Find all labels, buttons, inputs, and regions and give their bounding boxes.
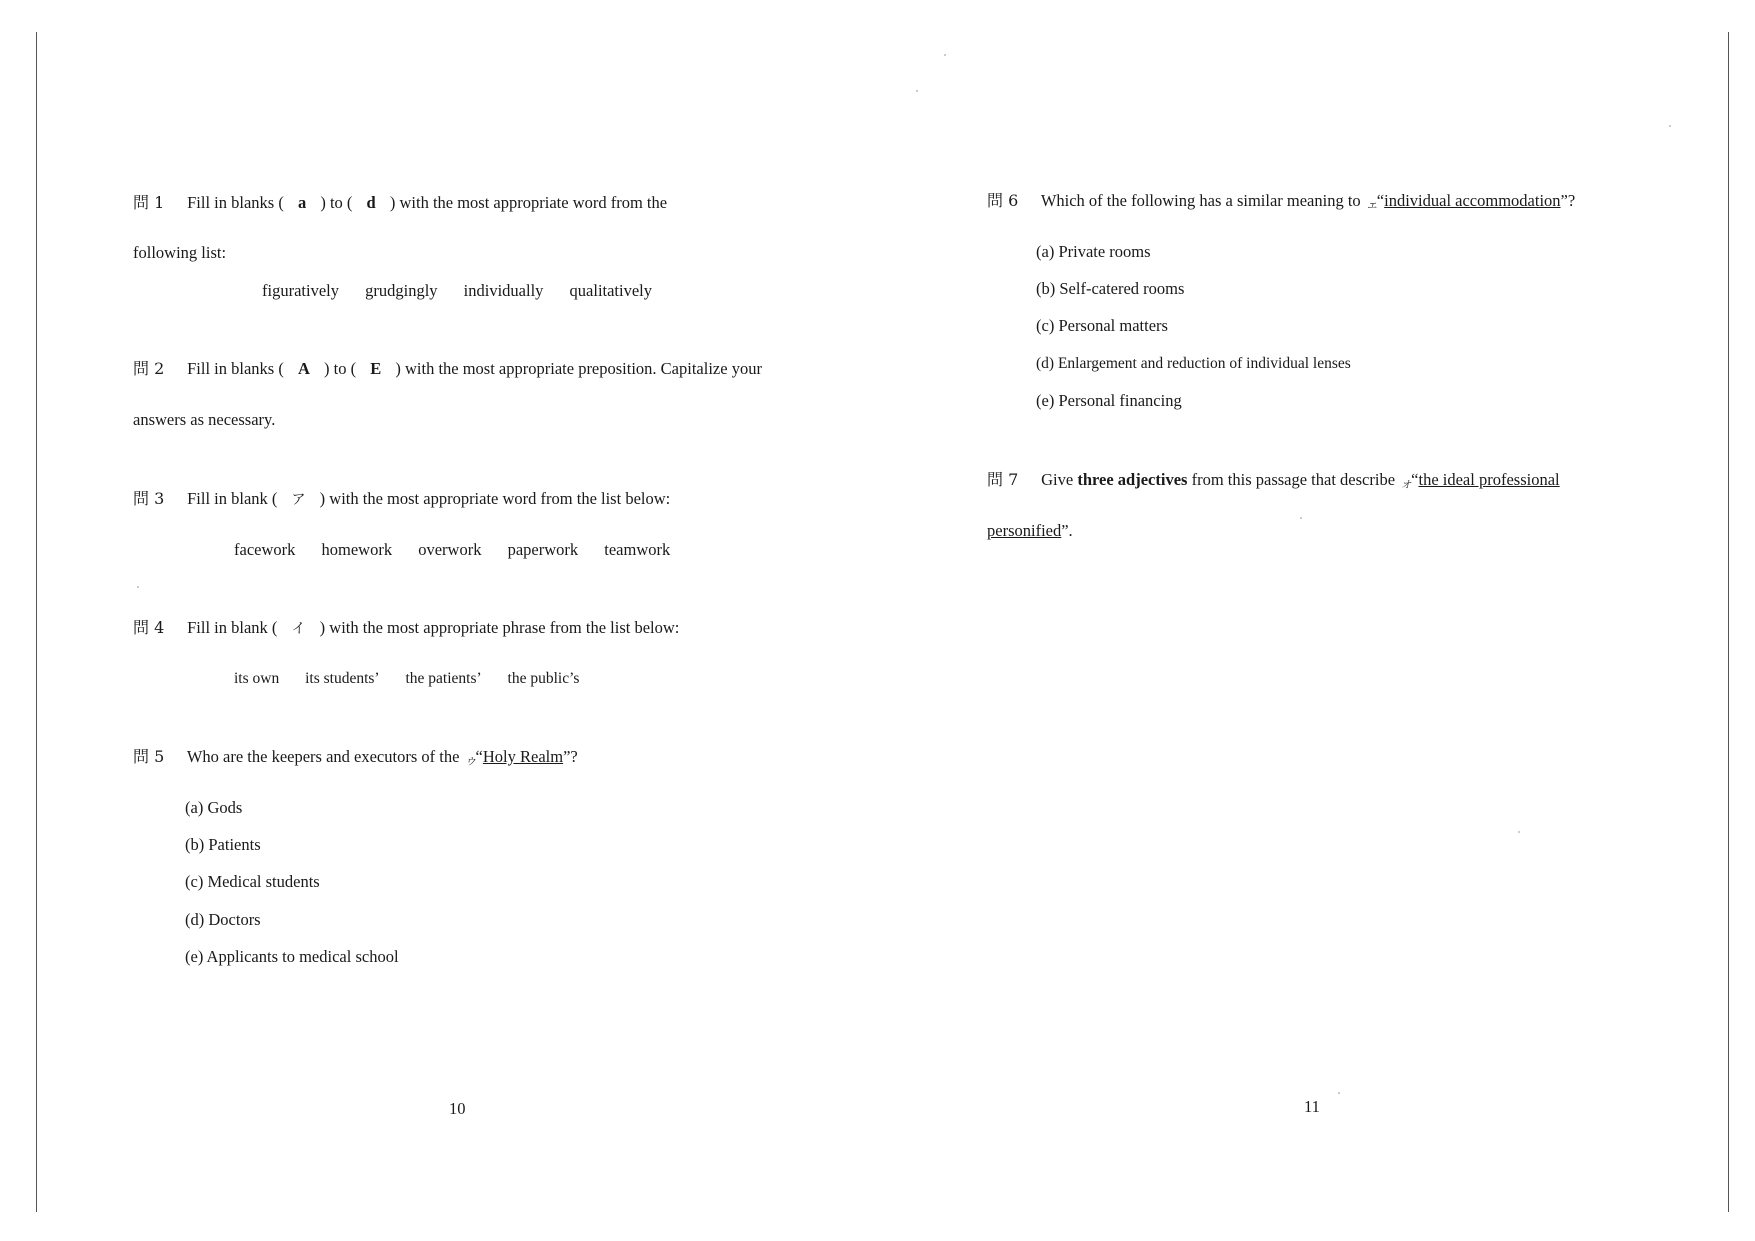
q4-prompt [133,618,679,639]
scan-speck [1518,831,1520,833]
q5-close: ”? [563,747,578,766]
q3-word: facework [234,540,296,559]
q4-number: 問 4 [133,618,165,637]
q5-option: (c) Medical students [185,872,320,891]
q7-open-quote: “ [1411,470,1419,489]
q1-word: individually [463,281,544,300]
scan-speck [1669,125,1671,127]
q7-continuation [987,521,1073,541]
q3-post: ) with the most appropriate word from the list below: [319,489,671,508]
q6-marker: エ [1366,201,1377,212]
q3-word: teamwork [604,540,671,559]
q3-pre: Fill in blank ( [187,489,278,508]
q1-word: grudgingly [365,281,438,300]
q6-option: (a) Private rooms [1036,242,1151,261]
scan-speck [137,586,139,588]
q7-pre: Give [1041,470,1074,489]
q5-marker: ウ [465,757,476,768]
q1-number: 問 1 [133,193,165,212]
q6-underlined-phrase: individual accommodation [1384,191,1561,210]
q5-option: (d) Doctors [185,910,261,929]
q1-blank-a: a [297,193,307,212]
q6-option: (c) Personal matters [1036,316,1168,335]
q4-phrase-list [234,669,601,689]
q7-close: ”. [1061,521,1073,540]
q5-option: (a) Gods [185,798,243,817]
q1-word-list [262,281,674,301]
q6-prompt [987,191,1575,217]
q7-mid: from this passage that describe [1191,470,1396,489]
q7-bold-phrase: three adjectives [1077,470,1188,489]
q2-mid: ) to ( [324,359,357,378]
page-number-left: 10 [449,1099,466,1118]
q2-continuation: answers as necessary. [133,410,276,429]
left-page [0,0,877,1241]
q1-word: figuratively [262,281,339,300]
q2-pre: Fill in blanks ( [187,359,284,378]
q6-open-quote: “ [1376,191,1385,210]
q5-option: (e) Applicants to medical school [185,947,399,966]
q4-blank: イ [291,621,306,637]
q6-option: (d) Enlargement and reduction of individual lenses [1036,355,1351,372]
q6-close: ”? [1560,191,1576,210]
q1-post: ) with the most appropriate word from the [389,193,668,212]
q3-blank: ア [291,492,306,508]
q3-word: paperwork [507,540,579,559]
q5-prompt [133,747,578,773]
scan-speck [1300,517,1302,519]
q5-option: (b) Patients [185,835,261,854]
q3-word: homework [321,540,393,559]
q3-word-list [234,540,692,560]
q6-pre: Which of the following has a similar meaning to [1040,191,1361,210]
q3-number: 問 3 [133,489,165,508]
q1-prompt [133,193,667,213]
page-number-right: 11 [1304,1097,1320,1116]
q6-number: 問 6 [987,191,1019,210]
scan-speck [1338,1092,1340,1094]
right-page [877,0,1755,1241]
scan-speck [944,54,946,56]
q6-option: (b) Self-catered rooms [1036,279,1185,298]
q4-post: ) with the most appropriate phrase from the list below: [319,618,680,637]
q5-underlined-phrase: Holy Realm [482,747,564,766]
q1-continuation: following list: [133,243,227,262]
scan-speck [916,90,918,92]
q5-open-quote: “ [475,747,483,766]
q1-blank-d: d [366,193,376,212]
q7-prompt [987,470,1560,496]
q6-option: (e) Personal financing [1036,391,1182,410]
q7-marker: オ [1401,480,1412,491]
q2-blank-A: A [297,359,310,378]
q3-word: overwork [418,540,482,559]
q3-prompt [133,489,670,510]
q4-phrase: the public’s [507,670,580,687]
q4-pre: Fill in blank ( [187,618,278,637]
q7-underlined-continuation: personified [987,521,1062,540]
q5-number: 問 5 [133,747,165,766]
q7-underlined-phrase: the ideal professional [1418,470,1560,489]
q4-phrase: the patients’ [405,670,482,687]
q2-post: ) with the most appropriate preposition. Capitalize your [395,359,762,378]
q1-mid: ) to ( [320,193,353,212]
q1-word: qualitatively [569,281,653,300]
q7-number: 問 7 [987,470,1019,489]
q5-pre: Who are the keepers and executors of the [186,747,460,766]
q1-pre: Fill in blanks ( [187,193,284,212]
q4-phrase: its own [234,670,280,687]
q4-phrase: its students’ [305,670,380,687]
q2-blank-E: E [370,359,382,378]
q2-number: 問 2 [133,359,165,378]
q2-prompt [133,359,762,379]
